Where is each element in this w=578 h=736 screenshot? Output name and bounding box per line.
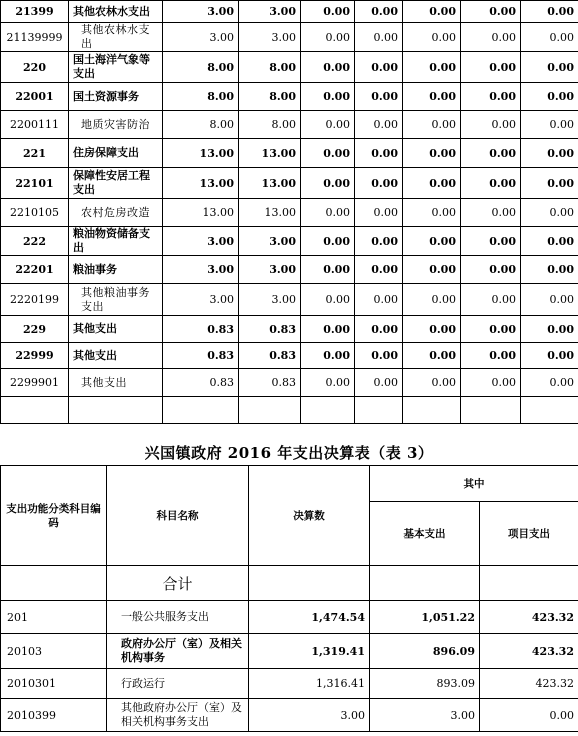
empty-cell [403, 397, 461, 424]
cell-c4: 0.00 [355, 256, 403, 284]
cell-total: 8.00 [163, 52, 239, 83]
cell-c4: 0.00 [355, 284, 403, 316]
cell-c3: 0.00 [301, 256, 355, 284]
table-row [1, 111, 578, 139]
header-code: 支出功能分类科目编码 [1, 466, 107, 566]
cell-c6: 0.00 [461, 52, 521, 83]
table-row [1, 343, 578, 369]
table-row [1, 168, 578, 199]
cell-c4: 0.00 [355, 139, 403, 168]
header-name: 科目名称 [107, 466, 249, 566]
cell-total: 3.00 [249, 699, 370, 732]
empty-row [1, 397, 578, 424]
cell-c5: 0.00 [403, 316, 461, 343]
cell-c6: 0.00 [461, 369, 521, 397]
cell-c5: 0.00 [403, 284, 461, 316]
cell-c6: 0.00 [461, 284, 521, 316]
cell-c2: 3.00 [239, 256, 301, 284]
cell-c2: 13.00 [239, 168, 301, 199]
cell-c6: 0.00 [461, 316, 521, 343]
cell-c6: 0.00 [461, 199, 521, 227]
cell-c5: 0.00 [403, 168, 461, 199]
empty-cell [355, 397, 403, 424]
table-row [1, 139, 578, 168]
cell-c7: 0.00 [521, 369, 578, 397]
cell-c6: 0.00 [461, 23, 521, 52]
total-code [1, 566, 107, 601]
cell-total: 8.00 [163, 111, 239, 139]
cell-c7: 0.00 [521, 111, 578, 139]
cell-c4: 0.00 [355, 111, 403, 139]
cell-c5: 0.00 [403, 199, 461, 227]
cell-basic: 896.09 [370, 634, 480, 669]
cell-project: 0.00 [480, 699, 578, 732]
cell-total: 13.00 [163, 199, 239, 227]
cell-name: 政府办公厅（室）及相关机构事务 [107, 634, 249, 669]
cell-code: 2299901 [1, 369, 69, 397]
cell-total: 13.00 [163, 139, 239, 168]
table-row [1, 601, 578, 634]
cell-c6: 0.00 [461, 111, 521, 139]
cell-c5: 0.00 [403, 369, 461, 397]
cell-c2: 8.00 [239, 52, 301, 83]
empty-cell [1, 397, 69, 424]
cell-c3: 0.00 [301, 83, 355, 111]
cell-c4: 0.00 [355, 369, 403, 397]
cell-c6: 0.00 [461, 83, 521, 111]
cell-c5: 0.00 [403, 256, 461, 284]
cell-c2: 8.00 [239, 111, 301, 139]
total-label: 合计 [107, 566, 249, 601]
table-row [1, 52, 578, 83]
cell-c5: 0.00 [403, 227, 461, 256]
cell-c7: 0.00 [521, 23, 578, 52]
cell-c2: 13.00 [239, 139, 301, 168]
cell-name: 住房保障支出 [69, 139, 163, 168]
table-title: 兴国镇政府 2016 年支出决算表（表 3） [144, 444, 434, 462]
cell-total: 3.00 [163, 284, 239, 316]
cell-c5: 0.00 [403, 343, 461, 369]
cell-c2: 3.00 [239, 284, 301, 316]
cell-code: 2200111 [1, 111, 69, 139]
cell-code: 220 [1, 52, 69, 83]
cell-name: 行政运行 [107, 669, 249, 699]
cell-c4: 0.00 [355, 227, 403, 256]
cell-total: 0.83 [163, 343, 239, 369]
cell-total: 1,319.41 [249, 634, 370, 669]
cell-c6: 0.00 [461, 139, 521, 168]
table-row [1, 256, 578, 284]
cell-c5: 0.00 [403, 83, 461, 111]
header-row [1, 466, 578, 502]
cell-name: 保障性安居工程支出 [69, 168, 163, 199]
cell-total: 0.83 [163, 316, 239, 343]
header-basic: 基本支出 [370, 502, 480, 566]
cell-c4: 0.00 [355, 343, 403, 369]
empty-cell [521, 397, 578, 424]
table-row [1, 23, 578, 52]
cell-c3: 0.00 [301, 227, 355, 256]
cell-code: 22001 [1, 83, 69, 111]
cell-name: 粮油事务 [69, 256, 163, 284]
cell-c4: 0.00 [355, 1, 403, 23]
cell-c4: 0.00 [355, 316, 403, 343]
header-total: 决算数 [249, 466, 370, 566]
cell-c3: 0.00 [301, 369, 355, 397]
cell-c7: 0.00 [521, 343, 578, 369]
cell-c5: 0.00 [403, 111, 461, 139]
empty-cell [69, 397, 163, 424]
cell-code: 21399 [1, 1, 69, 23]
cell-name: 农村危房改造 [69, 199, 163, 227]
cell-project: 423.32 [480, 601, 578, 634]
cell-total: 13.00 [163, 168, 239, 199]
cell-c2: 0.83 [239, 369, 301, 397]
table-row [1, 316, 578, 343]
cell-name: 其他农林水支出 [69, 1, 163, 23]
cell-name: 其他支出 [69, 316, 163, 343]
total-value [249, 566, 370, 601]
cell-c7: 0.00 [521, 227, 578, 256]
cell-code: 221 [1, 139, 69, 168]
cell-code: 222 [1, 227, 69, 256]
header-group: 其中 [370, 466, 578, 502]
cell-c3: 0.00 [301, 23, 355, 52]
cell-c7: 0.00 [521, 256, 578, 284]
cell-name: 粮油物资储备支出 [69, 227, 163, 256]
cell-code: 2220199 [1, 284, 69, 316]
cell-c7: 0.00 [521, 1, 578, 23]
cell-c4: 0.00 [355, 168, 403, 199]
cell-name: 地质灾害防治 [69, 111, 163, 139]
cell-c2: 0.83 [239, 343, 301, 369]
empty-cell [301, 397, 355, 424]
cell-total: 3.00 [163, 256, 239, 284]
expenditure-final-accounts-table [0, 465, 578, 732]
table-row [1, 669, 578, 699]
cell-name: 国土海洋气象等支出 [69, 52, 163, 83]
cell-c5: 0.00 [403, 23, 461, 52]
cell-c7: 0.00 [521, 83, 578, 111]
table-row [1, 199, 578, 227]
cell-code: 22999 [1, 343, 69, 369]
total-basic [370, 566, 480, 601]
cell-code: 201 [1, 601, 107, 634]
cell-c7: 0.00 [521, 284, 578, 316]
cell-c5: 0.00 [403, 1, 461, 23]
header-project: 项目支出 [480, 502, 578, 566]
cell-c6: 0.00 [461, 256, 521, 284]
cell-c6: 0.00 [461, 1, 521, 23]
cell-c7: 0.00 [521, 199, 578, 227]
cell-c2: 3.00 [239, 227, 301, 256]
cell-code: 22201 [1, 256, 69, 284]
cell-c3: 0.00 [301, 168, 355, 199]
cell-name: 其他粮油事务支出 [69, 284, 163, 316]
cell-basic: 1,051.22 [370, 601, 480, 634]
cell-c2: 0.83 [239, 316, 301, 343]
cell-c7: 0.00 [521, 139, 578, 168]
cell-c6: 0.00 [461, 343, 521, 369]
cell-c7: 0.00 [521, 52, 578, 83]
cell-c3: 0.00 [301, 316, 355, 343]
cell-code: 20103 [1, 634, 107, 669]
cell-total: 0.83 [163, 369, 239, 397]
cell-c4: 0.00 [355, 199, 403, 227]
empty-cell [239, 397, 301, 424]
cell-code: 2010301 [1, 669, 107, 699]
cell-code: 2010399 [1, 699, 107, 732]
cell-total: 3.00 [163, 227, 239, 256]
empty-cell [163, 397, 239, 424]
cell-c2: 3.00 [239, 23, 301, 52]
table-row [1, 699, 578, 732]
cell-c3: 0.00 [301, 284, 355, 316]
cell-project: 423.32 [480, 634, 578, 669]
cell-name: 一般公共服务支出 [107, 601, 249, 634]
cell-c4: 0.00 [355, 83, 403, 111]
cell-name: 其他支出 [69, 369, 163, 397]
cell-total: 3.00 [163, 23, 239, 52]
cell-code: 2210105 [1, 199, 69, 227]
cell-name: 其他支出 [69, 343, 163, 369]
cell-c4: 0.00 [355, 52, 403, 83]
cell-c5: 0.00 [403, 52, 461, 83]
table-row [1, 369, 578, 397]
cell-c3: 0.00 [301, 199, 355, 227]
cell-basic: 3.00 [370, 699, 480, 732]
table-row [1, 284, 578, 316]
cell-c3: 0.00 [301, 343, 355, 369]
cell-name: 其他农林水支出 [69, 23, 163, 52]
cell-c3: 0.00 [301, 139, 355, 168]
cell-total: 1,316.41 [249, 669, 370, 699]
table-row [1, 634, 578, 669]
cell-c3: 0.00 [301, 52, 355, 83]
table-row [1, 227, 578, 256]
cell-c2: 8.00 [239, 83, 301, 111]
cell-c6: 0.00 [461, 168, 521, 199]
cell-total: 1,474.54 [249, 601, 370, 634]
cell-name: 国土资源事务 [69, 83, 163, 111]
table-row [1, 1, 578, 23]
total-row [1, 566, 578, 601]
empty-cell [461, 397, 521, 424]
cell-code: 22101 [1, 168, 69, 199]
cell-c2: 3.00 [239, 1, 301, 23]
cell-code: 21139999 [1, 23, 69, 52]
cell-c7: 0.00 [521, 316, 578, 343]
cell-project: 423.32 [480, 669, 578, 699]
cell-code: 229 [1, 316, 69, 343]
cell-basic: 893.09 [370, 669, 480, 699]
cell-c3: 0.00 [301, 111, 355, 139]
table-row [1, 83, 578, 111]
cell-c4: 0.00 [355, 23, 403, 52]
cell-c3: 0.00 [301, 1, 355, 23]
cell-c7: 0.00 [521, 168, 578, 199]
cell-total: 8.00 [163, 83, 239, 111]
cell-name: 其他政府办公厅（室）及相关机构事务支出 [107, 699, 249, 732]
cell-total: 3.00 [163, 1, 239, 23]
cell-c6: 0.00 [461, 227, 521, 256]
cell-c5: 0.00 [403, 139, 461, 168]
cell-c2: 13.00 [239, 199, 301, 227]
total-project [480, 566, 578, 601]
